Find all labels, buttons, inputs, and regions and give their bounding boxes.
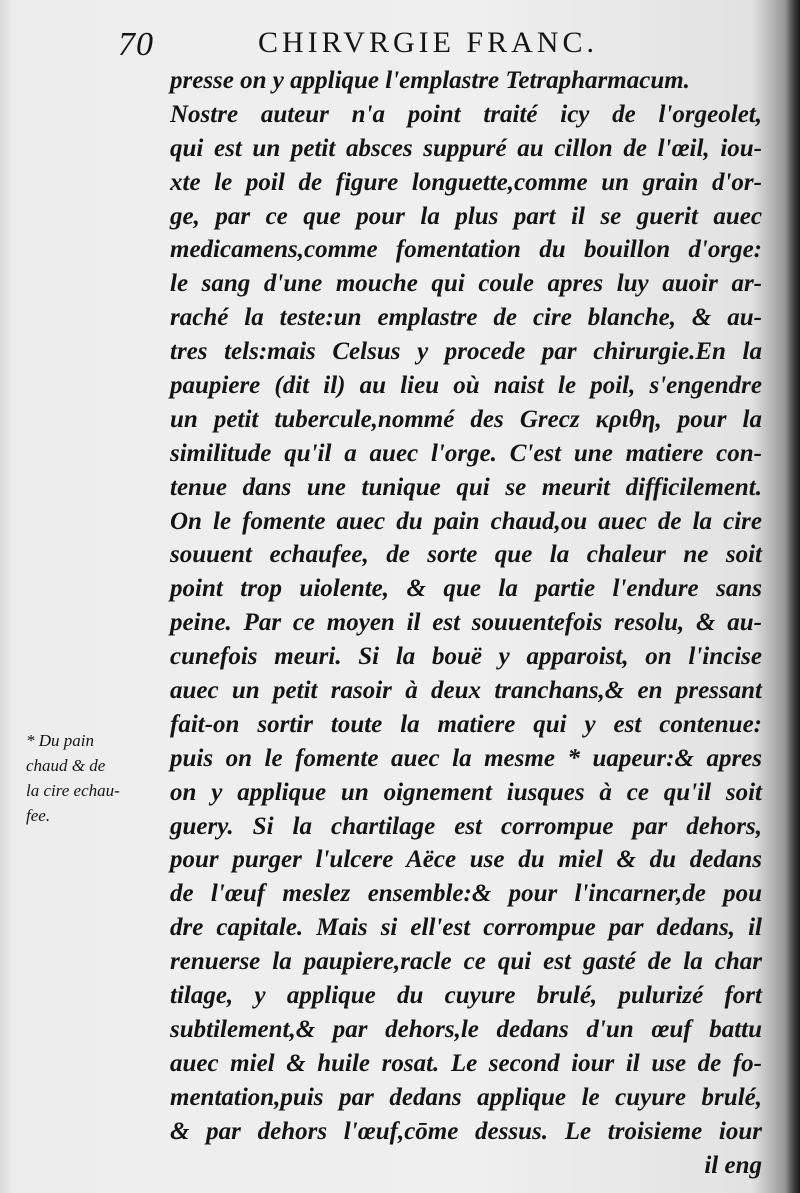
text-line: souuent echaufee, de sorte que la chaleur ne soit bbox=[170, 541, 762, 569]
text-line: tres tels:mais Celsus y procede par chirurgie.En la bbox=[170, 338, 762, 366]
text-line: guery. Si la chartilage est corrompue par dehors, bbox=[170, 812, 762, 840]
text-line: le sang d'une mouche qui coule apres luy auoir ar- bbox=[170, 270, 762, 298]
text-line: & par dehors l'œuf,cōme dessus. Le troisieme iour bbox=[170, 1117, 762, 1145]
text-line: puis on le fomente auec la mesme * uapeur:& apres bbox=[170, 744, 762, 772]
text-line: presse on y applique l'emplastre Tetrapharmacum. bbox=[170, 67, 690, 94]
body-text bbox=[170, 64, 762, 1182]
text-line: tenue dans une tunique qui se meurit difficilement. bbox=[170, 473, 762, 501]
text-line: un petit tubercule,nommé des Grecz κριθη, pour la bbox=[170, 405, 762, 433]
text-line: Nostre auteur n'a point traité icy de l'orgeolet, bbox=[170, 100, 762, 128]
text-line: de l'œuf meslez ensemble:& pour l'incarner,de pou bbox=[170, 880, 762, 908]
catchword: il eng bbox=[704, 1151, 762, 1179]
text-line: point trop uiolente, & que la partie l'endure sans bbox=[170, 575, 762, 603]
page-gutter-shadow bbox=[786, 0, 800, 1193]
text-line: xte le poil de figure longuette,comme un grain d'or- bbox=[170, 168, 762, 196]
text-line: similitude qu'il a auec l'orge. C'est une matiere con- bbox=[170, 439, 762, 467]
text-line: medicamens,comme fomentation du bouillon d'orge: bbox=[170, 236, 762, 264]
text-line: tilage, y applique du cuyure brulé, pulurizé fort bbox=[170, 982, 762, 1010]
text-line: dre capitale. Mais si ell'est corrompue par dedans, il bbox=[170, 914, 762, 942]
margin-note-line: la cire echau- bbox=[26, 781, 120, 800]
text-line: peine. Par ce moyen il est souuentefois resolu, & au- bbox=[170, 609, 762, 637]
margin-note-line: fee. bbox=[26, 806, 51, 825]
text-line: mentation,puis par dedans applique le cuyure brulé, bbox=[170, 1083, 762, 1111]
text-line: auec miel & huile rosat. Le second iour il use de fo- bbox=[170, 1049, 762, 1077]
text-line: auec un petit rasoir à deux tranchans,& en pressant bbox=[170, 677, 762, 705]
text-line: pour purger l'ulcere Aëce use du miel & du dedans bbox=[170, 846, 762, 874]
text-line: subtilement,& par dehors,le dedans d'un œuf battu bbox=[170, 1015, 762, 1043]
text-line: on y applique un oignement iusques à ce qu'il soit bbox=[170, 778, 762, 806]
margin-note bbox=[26, 728, 156, 828]
margin-note-line: * Du pain bbox=[26, 731, 94, 750]
text-line: fait-on sortir toute la matiere qui y est contenue: bbox=[170, 710, 762, 738]
text-line: ge, par ce que pour la plus part il se guerit auec bbox=[170, 202, 762, 230]
margin-note-line: chaud & de bbox=[26, 756, 106, 775]
running-head: CHIRVRGIE FRANC. bbox=[258, 26, 598, 59]
text-line: On le fomente auec du pain chaud,ou auec de la cire bbox=[170, 507, 762, 535]
page-number: 70 bbox=[118, 26, 154, 63]
text-line: paupiere (dit il) au lieu où naist le poil, s'engendre bbox=[170, 372, 762, 400]
text-line: raché la teste:un emplastre de cire blanche, & au- bbox=[170, 304, 762, 332]
text-line: qui est un petit absces suppuré au cillon de l'œil, iou- bbox=[170, 134, 762, 162]
text-line: renuerse la paupiere,racle ce qui est gasté de la char bbox=[170, 948, 762, 976]
text-line: cunefois meuri. Si la bouë y apparoist, on l'incise bbox=[170, 643, 762, 671]
